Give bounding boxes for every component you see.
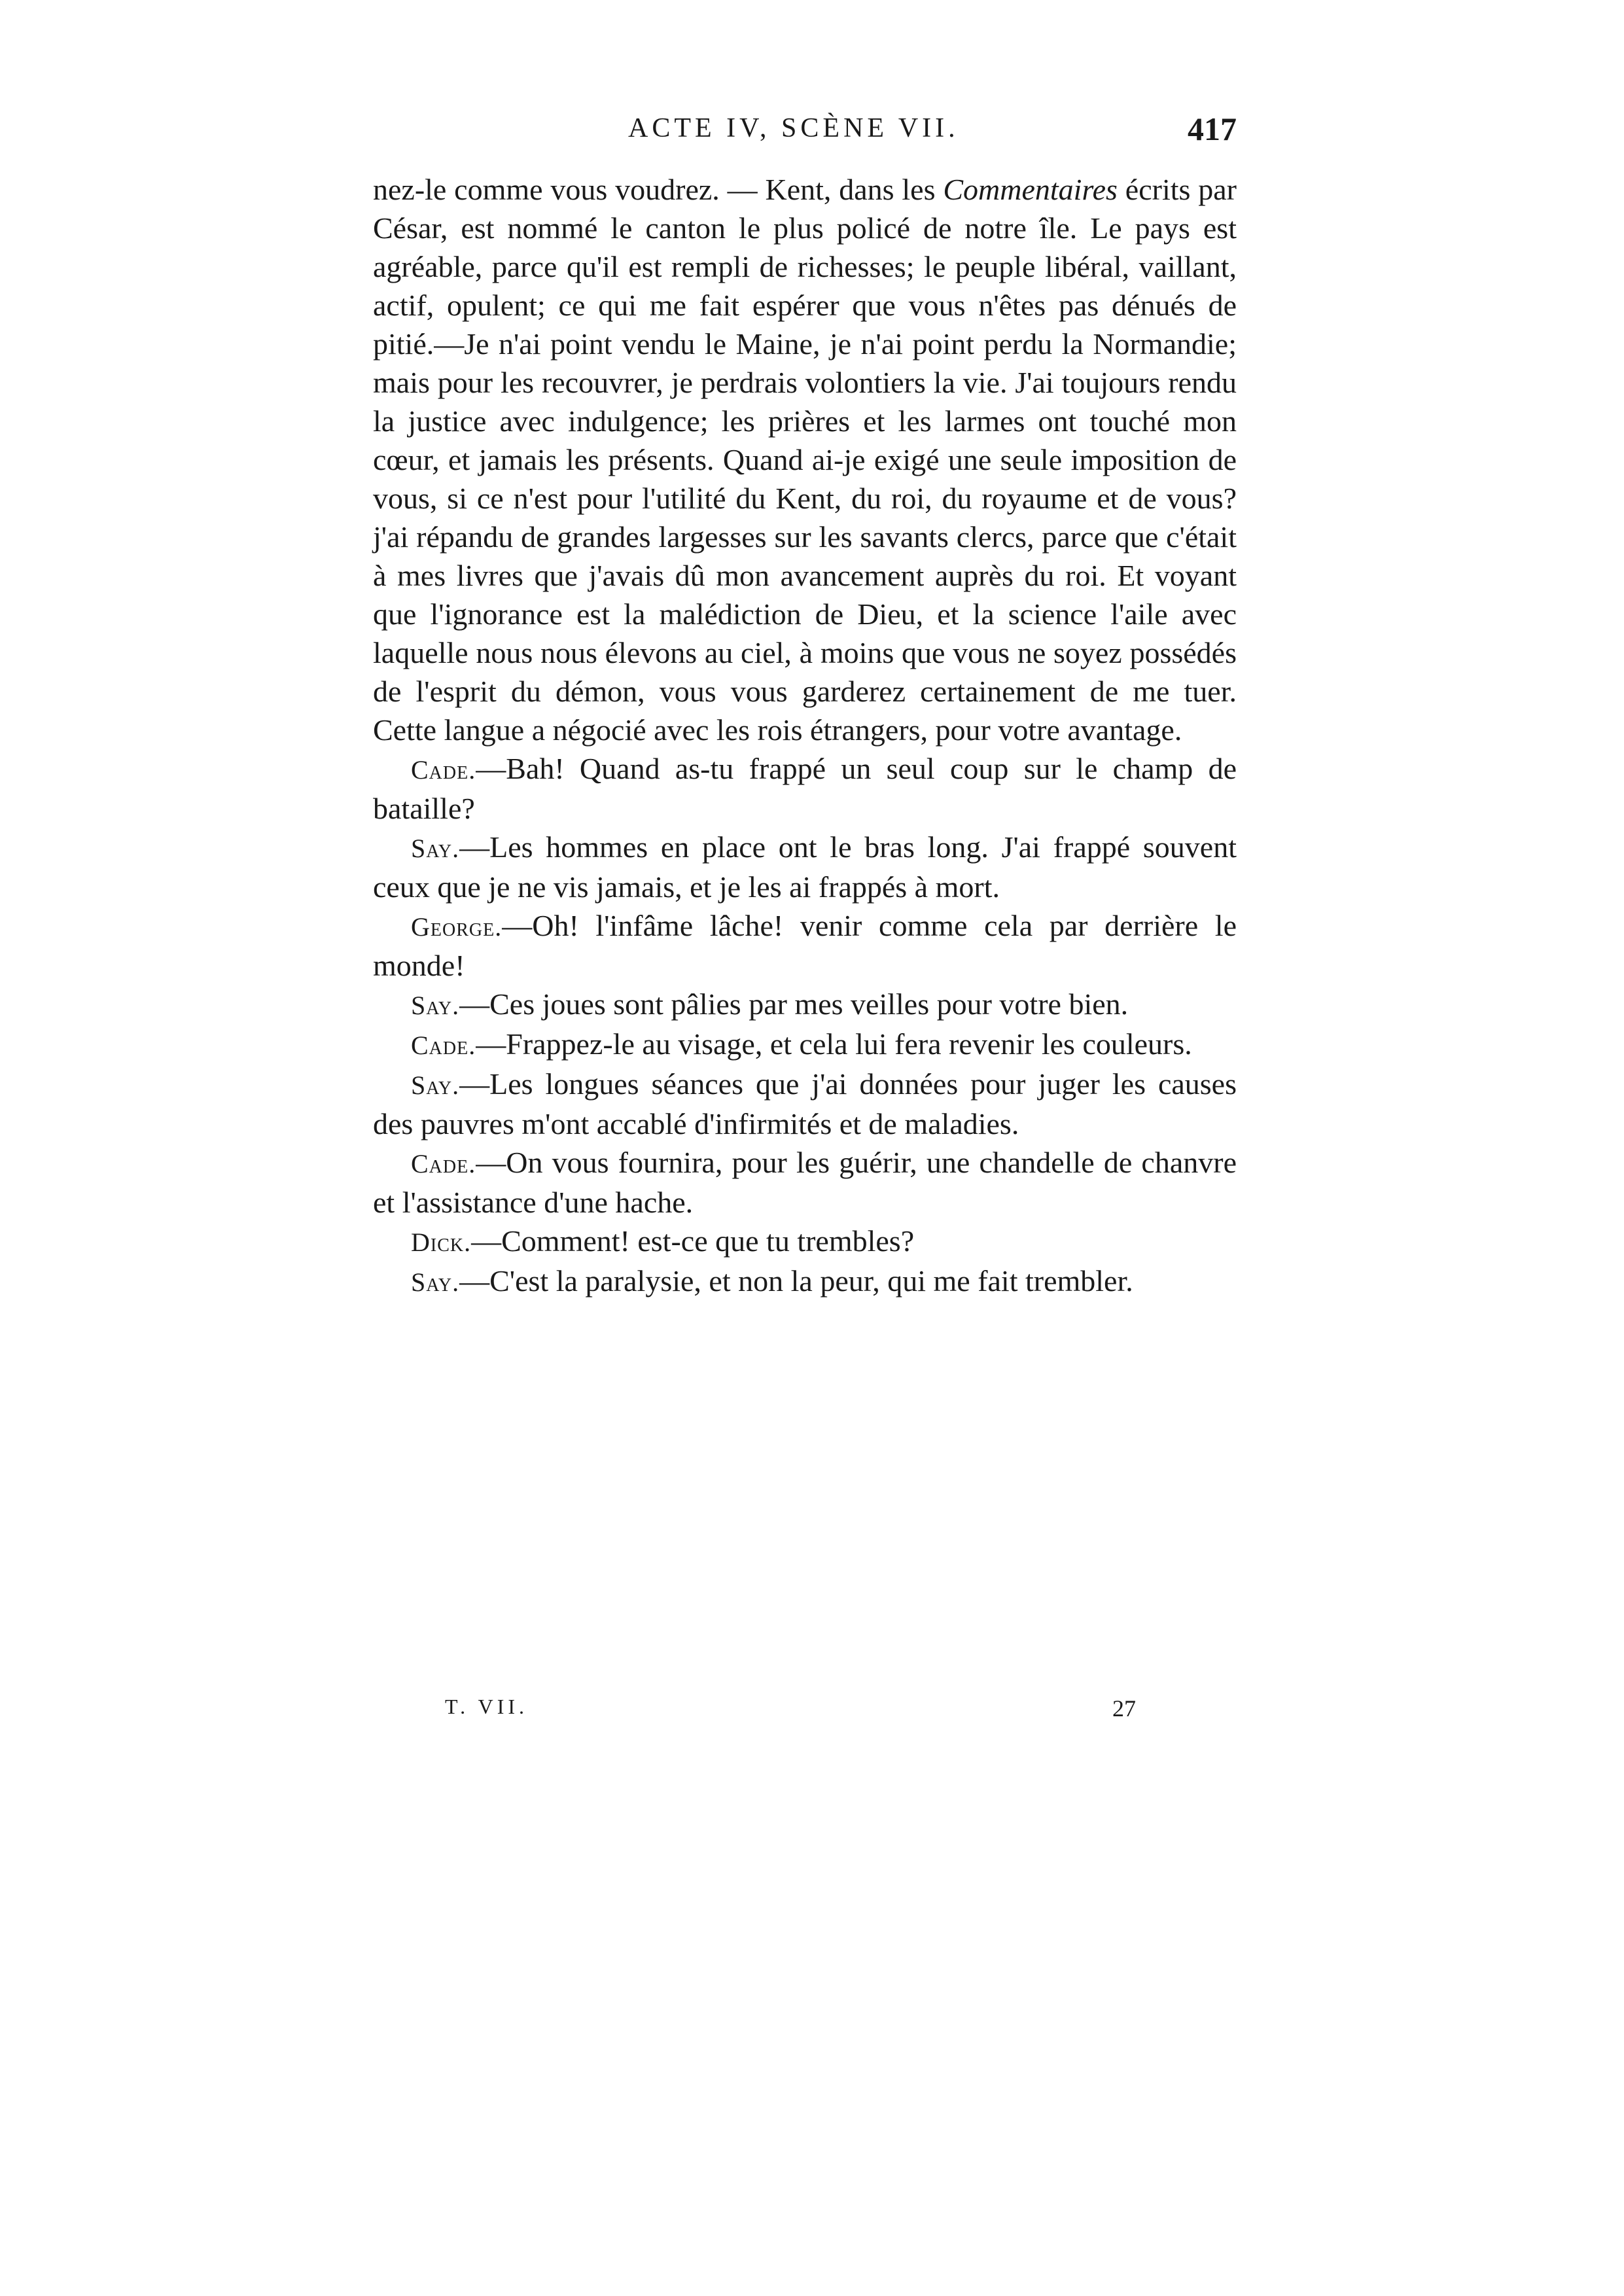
opening-text-part2: écrits par César, est nommé le canton le plus policé de notre île. Le pays est agréable, parce qu'il est rempli de richesses; le peuple libéral, vaillant, actif, opulent; ce qui me fait espérer que vous n'êtes pas dénués de pitié.—Je n'ai point vendu le Maine, je n'ai point perdu la Normandie; mais pour les recouvrer, je perdrais volontiers la vie. J'ai toujours rendu la justice avec indulgence; les prières et les larmes ont touché mon cœur, et jamais les présents. Quand ai-je exigé une seule imposition de vous, si ce n'est pour l'utilité du Kent, du roi, du royaume et de vous? j'ai répandu de grandes largesses sur les savants clercs, parce que c'était à mes livres que j'avais dû mon avancement auprès du roi. Et voyant que l'ignorance est la malédiction de Dieu, et la science l'aile avec laquelle nous nous élevons au ciel, à moins que vous ne soyez possédés de l'esprit du démon, vous vous garderez certainement de me tuer. Cette langue a négocié avec les rois étrangers, pour votre avantage. <box>373 173 1237 747</box>
speech-text: —Les longues séances que j'ai données pour juger les causes des pauvres m'ont accablé d'infirmités et de maladies. <box>373 1067 1237 1140</box>
running-head <box>373 105 1237 164</box>
italic-title: Commentaires <box>943 173 1118 206</box>
opening-text-part1: nez-le comme vous voudrez. — Kent, dans les <box>373 173 944 206</box>
speech-say-3 <box>373 1065 1237 1143</box>
speech-cade-3 <box>373 1143 1237 1222</box>
running-title: ACTE IV, SCÈNE VII. <box>628 113 959 143</box>
speech-text: —Frappez-le au visage, et cela lui fera revenir les couleurs. <box>476 1027 1192 1061</box>
speech-text: —Oh! l'infâme lâche! venir comme cela par derrière le monde! <box>373 909 1237 982</box>
speech-text: —Ces joues sont pâlies par mes veilles pour votre bien. <box>459 987 1129 1021</box>
speech-text: —Comment! est-ce que tu trembles? <box>471 1224 915 1258</box>
speech-text: —C'est la paralysie, et non la peur, qui me fait trembler. <box>459 1264 1133 1298</box>
speech-text: —Les hommes en place ont le bras long. J'ai frappé souvent ceux que je ne vis jamais, et je les ai frappés à mort. <box>373 830 1237 904</box>
speech-cade-1 <box>373 749 1237 828</box>
speaker-name: Cade. <box>411 1031 476 1060</box>
speaker-name: Cade. <box>411 755 476 785</box>
main-text <box>373 170 1237 1301</box>
speaker-name: Say. <box>411 1267 460 1297</box>
opening-paragraph <box>373 170 1237 749</box>
speech-say-4 <box>373 1262 1237 1301</box>
speaker-name: Dick. <box>411 1227 472 1257</box>
speech-dick-1 <box>373 1222 1237 1262</box>
speaker-name: Say. <box>411 1070 460 1100</box>
volume-signature: T. VII. <box>445 1695 529 1718</box>
speech-text: —On vous fournira, pour les guérir, une chandelle de chanvre et l'assistance d'une hache. <box>373 1146 1237 1219</box>
speech-say-2 <box>373 985 1237 1025</box>
speech-text: —Bah! Quand as-tu frappé un seul coup sur le champ de bataille? <box>373 752 1237 825</box>
book-page <box>373 105 1237 1754</box>
speech-george-1 <box>373 906 1237 985</box>
page-footer <box>373 1695 1237 1734</box>
speech-say-1 <box>373 828 1237 906</box>
speaker-name: Say. <box>411 991 460 1020</box>
gathering-number: 27 <box>1112 1695 1136 1722</box>
speaker-name: Say. <box>411 834 460 863</box>
page-number: 417 <box>1188 111 1237 147</box>
speaker-name: Cade. <box>411 1149 476 1178</box>
speaker-name: George. <box>411 912 503 942</box>
speech-cade-2 <box>373 1025 1237 1065</box>
